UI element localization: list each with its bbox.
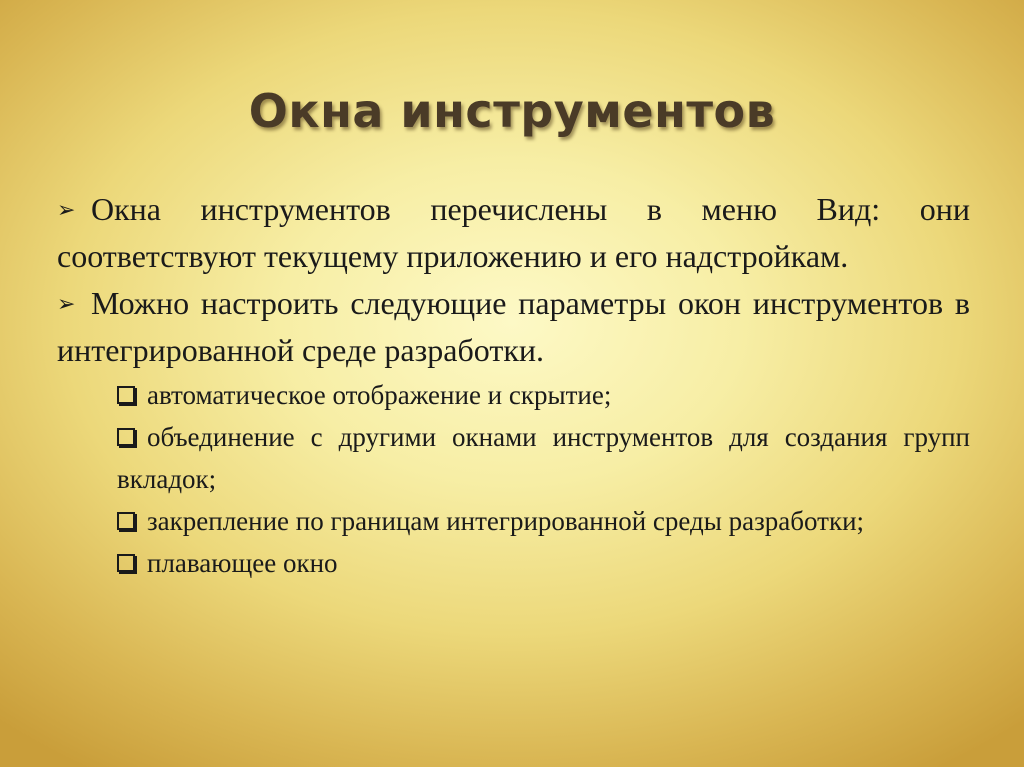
bullet-item (57, 280, 970, 374)
arrow-bullet-icon: ➢ (57, 291, 76, 316)
bullet-text: Окна инструментов перечислены в меню Вид: они соответствуют текущему приложению и его надстройкам. (57, 191, 970, 274)
checkbox-bullet-icon (117, 428, 135, 446)
sub-list-item (117, 542, 970, 584)
sub-list-item (117, 500, 970, 542)
checkbox-bullet-icon (117, 386, 135, 404)
sub-list-item (117, 374, 970, 416)
sub-item-text: плавающее окно (147, 548, 338, 578)
checkbox-bullet-icon (117, 554, 135, 572)
sub-item-text: автоматическое отображение и скрытие; (147, 380, 612, 410)
sub-item-text: объединение с другими окнами инструментов для создания групп вкладок; (117, 422, 970, 494)
bullet-text: Можно настроить следующие параметры окон инструментов в интегрированной среде разработки. (57, 285, 970, 368)
bullet-item (57, 186, 970, 280)
slide-content (57, 186, 970, 584)
sub-item-text: закрепление по границам интегрированной среды разработки; (147, 506, 865, 536)
sub-list (57, 374, 970, 584)
slide-title: Окна инструментов (248, 84, 776, 138)
checkbox-bullet-icon (117, 512, 135, 530)
sub-list-item (117, 416, 970, 500)
arrow-bullet-icon: ➢ (57, 197, 76, 222)
